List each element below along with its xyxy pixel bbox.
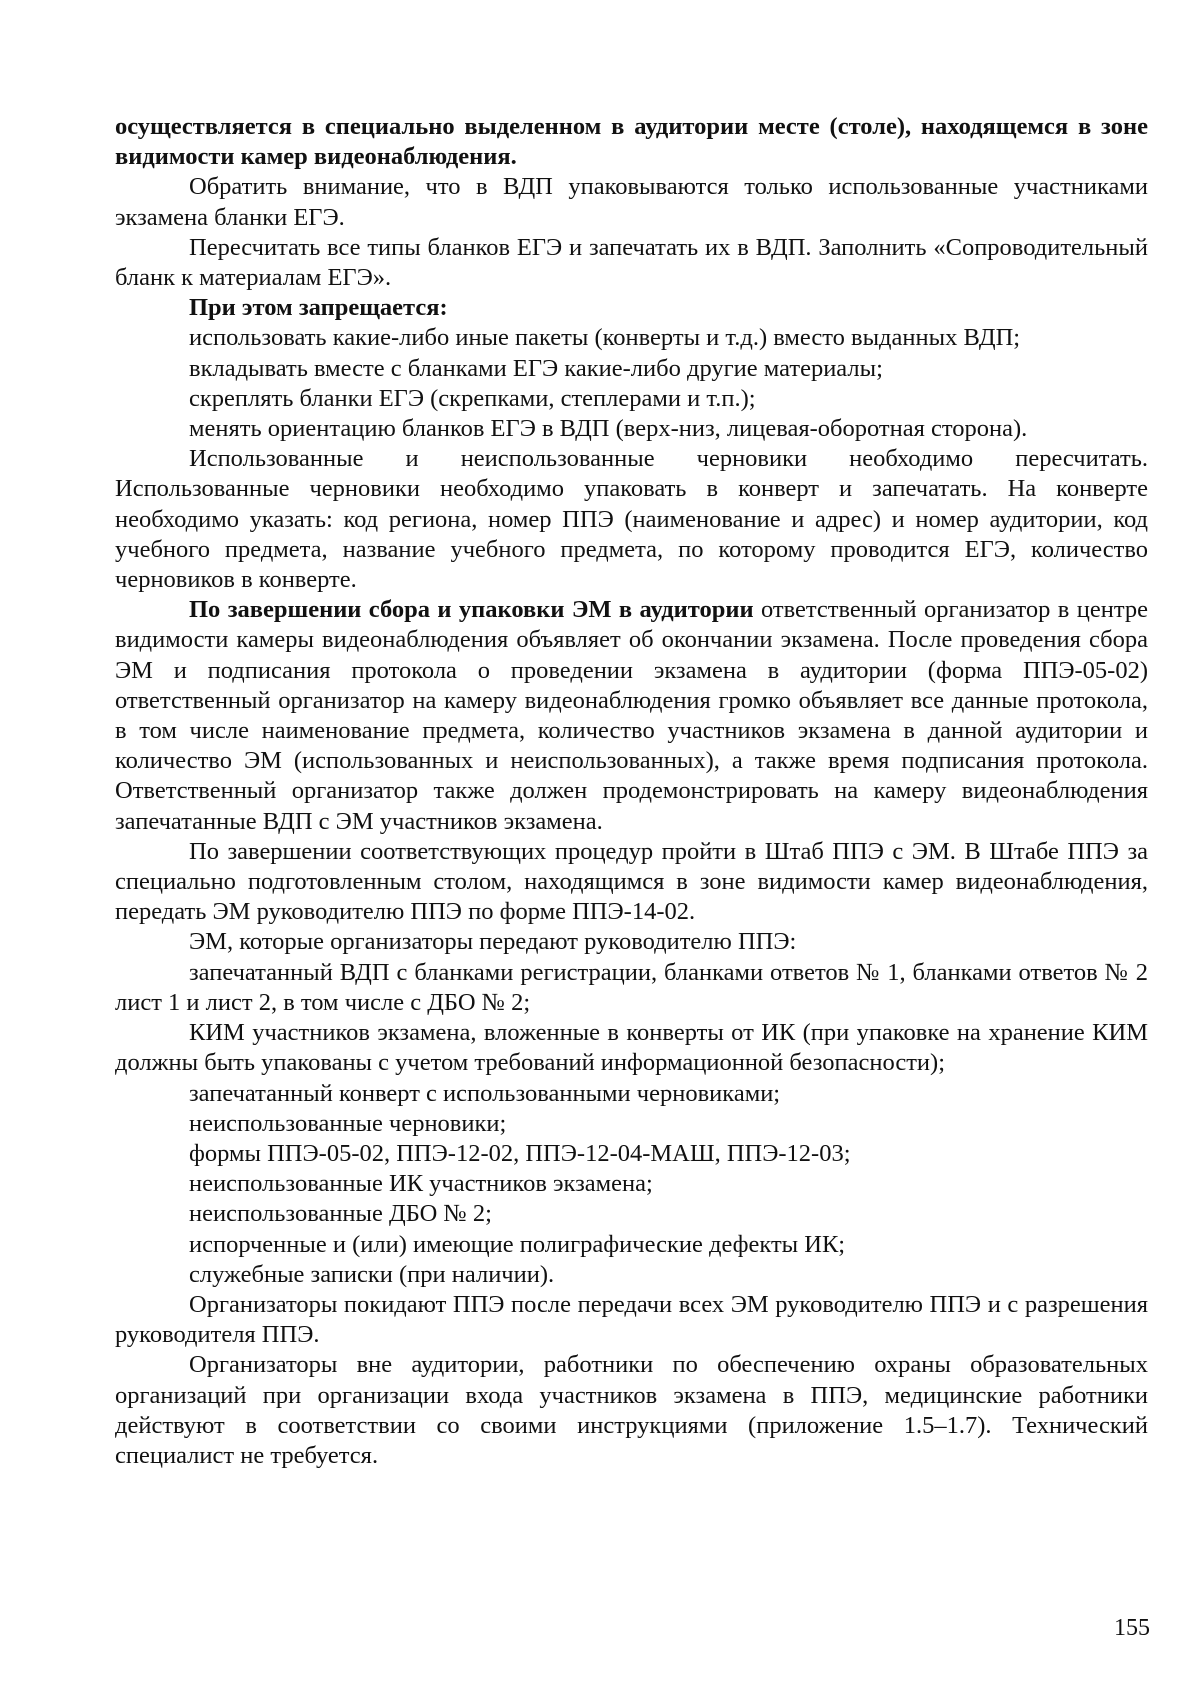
paragraph-text: Пересчитать все типы бланков ЕГЭ и запечатать их в ВДП. Заполнить «Сопроводительный бланк к материалам ЕГЭ». (115, 233, 1148, 292)
bold-text: По завершении сбора и упаковки ЭМ в аудитории (189, 596, 754, 624)
bold-text: При этом запрещается: (189, 294, 448, 322)
paragraph-continuation (115, 112, 1148, 172)
paragraph-text: ответственный организатор в центре видимости камеры видеонаблюдения объявляет об окончании экзамена. После проведения сбора ЭМ и подписания протокола о проведении экзамена в аудитории (форма ППЭ-05-02) ответственный организатор на камеру видеонаблюдения громко объявляет все данные протокола, в том числе наименование предмета, количество участников экзамена в данной аудитории и количество ЭМ (использованных и неиспользованных), а также время подписания протокола. Ответственный организатор также должен продемонстрировать на камеру видеонаблюдения запечатанные ВДП с ЭМ участников экзамена. (115, 596, 1148, 835)
paragraph-text: запечатанный ВДП с бланками регистрации, бланками ответов № 1, бланками ответов № 2 лист 1 и лист 2, в том числе с ДБО № 2; (115, 958, 1148, 1016)
list-item (115, 323, 1148, 353)
list-item (115, 1109, 1148, 1139)
list-item (115, 1260, 1148, 1290)
paragraph-text: использовать какие-либо иные пакеты (конверты и т.д.) вместо выданных ВДП; (189, 324, 1021, 352)
page-body (115, 112, 1148, 1471)
paragraph-text: неиспользованные ИК участников экзамена; (189, 1170, 653, 1198)
list-item (115, 414, 1148, 444)
paragraph-text: неиспользованные ДБО № 2; (189, 1200, 492, 1228)
page-number: 155 (1114, 1615, 1150, 1641)
paragraph-outside-organizers (115, 1350, 1148, 1471)
list-item (115, 1199, 1148, 1229)
paragraph-note (115, 172, 1148, 232)
paragraph-text: запечатанный конверт с использованными черновиками; (189, 1079, 781, 1107)
paragraph-text: КИМ участников экзамена, вложенные в конверты от ИК (при упаковке на хранение КИМ должны быть упакованы с учетом требований информационной безопасности); (115, 1019, 1148, 1077)
paragraph-drafts (115, 444, 1148, 595)
paragraph-text: формы ППЭ-05-02, ППЭ-12-02, ППЭ-12-04-МАШ, ППЭ-12-03; (189, 1139, 851, 1167)
paragraph-text: неиспользованные черновики; (189, 1109, 507, 1137)
list-item (115, 1079, 1148, 1109)
paragraph-text: Использованные и неиспользованные черновики необходимо пересчитать. Использованные черновики необходимо упаковать в конверт и запечатать. На конверте необходимо указать: код региона, номер ППЭ (наименование и адрес) и номер аудитории, код учебного предмета, название учебного предмета, по которому проводится ЕГЭ, количество черновиков в конверте. (115, 445, 1148, 594)
list-item (115, 354, 1148, 384)
paragraph-text: служебные записки (при наличии). (189, 1260, 555, 1288)
paragraph-text: Организаторы вне аудитории, работники по обеспечению охраны образовательных организаций при организации входа участников экзамена в ППЭ, медицинские работники действуют в соответствии со своими инструкциями (приложение 1.5–1.7). Технический специалист не требуется. (115, 1351, 1148, 1469)
list-item (115, 1018, 1148, 1078)
list-item (115, 1169, 1148, 1199)
list-item (115, 384, 1148, 414)
paragraph-count-blanks (115, 233, 1148, 293)
paragraph-text: ЭМ, которые организаторы передают руководителю ППЭ: (189, 928, 797, 956)
paragraph-text: По завершении соответствующих процедур пройти в Штаб ППЭ с ЭМ. В Штабе ППЭ за специально подготовленным столом, находящимся в зоне видимости камер видеонаблюдения, передать ЭМ руководителю ППЭ по форме ППЭ-14-02. (115, 837, 1148, 926)
list-item (115, 958, 1148, 1018)
paragraph-text: испорченные и (или) имеющие полиграфические дефекты ИК; (189, 1230, 846, 1258)
paragraph-leave (115, 1290, 1148, 1350)
list-item (115, 1230, 1148, 1260)
paragraph-text: Обратить внимание, что в ВДП упаковываются только использованные участниками экзамена бланки ЕГЭ. (115, 173, 1148, 231)
paragraph-prohibited-heading (115, 293, 1148, 323)
list-item (115, 1139, 1148, 1169)
paragraph-text: вкладывать вместе с бланками ЕГЭ какие-либо другие материалы; (189, 354, 883, 382)
bold-text: осуществляется в специально выделенном в аудитории месте (столе), находящемся в зоне видимости камер видеонаблюдения. (115, 113, 1148, 171)
paragraph-em-list-heading (115, 927, 1148, 957)
paragraph-headquarters (115, 837, 1148, 928)
paragraph-text: менять ориентацию бланков ЕГЭ в ВДП (верх-низ, лицевая-оборотная сторона). (189, 415, 1028, 443)
paragraph-text: Организаторы покидают ППЭ после передачи всех ЭМ руководителю ППЭ и с разрешения руководителя ППЭ. (115, 1290, 1148, 1349)
paragraph-completion (115, 595, 1148, 837)
paragraph-text: скреплять бланки ЕГЭ (скрепками, степлерами и т.п.); (189, 384, 756, 412)
